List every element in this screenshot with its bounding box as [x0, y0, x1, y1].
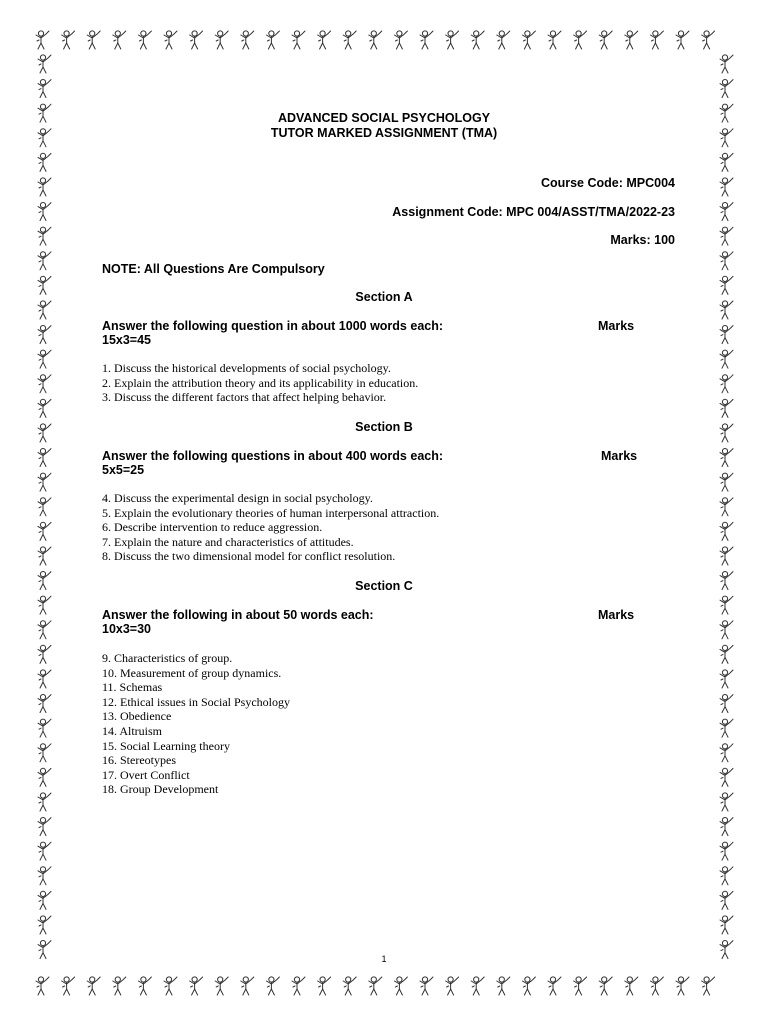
pointing-figure-icon — [36, 31, 49, 49]
pointing-figure-icon — [38, 522, 51, 540]
list-item: 17. Overt Conflict — [102, 767, 190, 782]
pointing-figure-icon — [720, 178, 733, 196]
pointing-figure-icon — [702, 977, 715, 995]
list-item: 4. Discuss the experimental design in social psychology. — [102, 491, 373, 505]
pointing-figure-icon — [215, 31, 228, 49]
pointing-figure-icon — [38, 498, 51, 516]
pointing-figure-icon — [38, 473, 51, 491]
pointing-figure-icon — [369, 977, 382, 995]
pointing-figure-icon — [87, 31, 100, 49]
pointing-figure-icon — [138, 31, 151, 49]
document-subtitle: TUTOR MARKED ASSIGNMENT (TMA) — [270, 126, 498, 140]
pointing-figure-icon — [471, 977, 484, 995]
pointing-figure-icon — [38, 547, 51, 565]
pointing-figure-icon — [38, 399, 51, 417]
pointing-figure-icon — [720, 744, 733, 762]
pointing-figure-icon — [720, 350, 733, 368]
pointing-figure-icon — [190, 31, 203, 49]
pointing-figure-icon — [446, 977, 459, 995]
pointing-figure-icon — [38, 350, 51, 368]
pointing-figure-icon — [87, 977, 100, 995]
pointing-figure-icon — [164, 977, 177, 995]
pointing-figure-icon — [720, 80, 733, 98]
pointing-figure-icon — [113, 31, 126, 49]
pointing-figure-icon — [369, 31, 382, 49]
pointing-figure-icon — [113, 977, 126, 995]
pointing-figure-icon — [394, 977, 407, 995]
list-item: 11. Schemas — [102, 680, 163, 695]
pointing-figure-icon — [599, 31, 612, 49]
pointing-figure-icon — [190, 977, 203, 995]
pointing-figure-icon — [720, 768, 733, 786]
pointing-figure-icon — [676, 31, 689, 49]
pointing-figure-icon — [720, 399, 733, 417]
pointing-figure-icon — [650, 31, 663, 49]
pointing-figure-icon — [38, 916, 51, 934]
pointing-figure-icon — [625, 977, 638, 995]
list-item: 6. Describe intervention to reduce aggression. — [102, 520, 323, 535]
section-a-instruction: Answer the following question in about 1000 words each: — [102, 319, 444, 333]
pointing-figure-icon — [720, 203, 733, 221]
pointing-figure-icon — [446, 31, 459, 49]
pointing-figure-icon — [720, 719, 733, 737]
list-item: 3. Discuss the different factors that affect helping behavior. — [102, 390, 387, 405]
pointing-figure-icon — [720, 449, 733, 467]
pointing-figure-icon — [676, 977, 689, 995]
pointing-figure-icon — [720, 891, 733, 909]
section-a-question-list — [102, 361, 418, 405]
pointing-figure-icon — [36, 977, 49, 995]
pointing-figure-icon — [38, 645, 51, 663]
pointing-figure-icon — [720, 227, 733, 245]
list-item: 7. Explain the nature and characteristics of attitudes. — [102, 534, 354, 549]
pointing-figure-icon — [720, 153, 733, 171]
pointing-figure-icon — [394, 31, 407, 49]
section-b-question-list — [102, 491, 439, 564]
pointing-figure-icon — [650, 977, 663, 995]
pointing-figure-icon — [720, 793, 733, 811]
document-title: ADVANCED SOCIAL PSYCHOLOGY — [277, 111, 491, 125]
pointing-figure-icon — [241, 31, 254, 49]
pointing-figure-icon — [548, 31, 561, 49]
pointing-figure-icon — [318, 977, 331, 995]
pointing-figure-icon — [599, 977, 612, 995]
section-b-marks-value: 5x5=25 — [102, 463, 145, 477]
list-item: 15. Social Learning theory — [102, 738, 230, 753]
pointing-figure-icon — [38, 744, 51, 762]
list-item: 5. Explain the evolutionary theories of human interpersonal attraction. — [102, 505, 440, 520]
pointing-figure-icon — [38, 621, 51, 639]
pointing-figure-icon — [548, 977, 561, 995]
section-c-marks-label: Marks — [598, 608, 635, 622]
pointing-figure-icon — [38, 768, 51, 786]
pointing-figure-icon — [720, 375, 733, 393]
pointing-figure-icon — [497, 31, 510, 49]
section-c-marks-value: 10x3=30 — [102, 622, 152, 636]
pointing-figure-icon — [720, 522, 733, 540]
pointing-figure-icon — [38, 326, 51, 344]
compulsory-note: NOTE: All Questions Are Compulsory — [102, 262, 325, 276]
pointing-figure-icon — [720, 818, 733, 836]
pointing-figure-icon — [720, 645, 733, 663]
list-item: 14. Altruism — [102, 723, 163, 738]
pointing-figure-icon — [720, 695, 733, 713]
pointing-figure-icon — [720, 326, 733, 344]
pointing-figure-icon — [38, 793, 51, 811]
pointing-figure-icon — [38, 153, 51, 171]
pointing-figure-icon — [38, 842, 51, 860]
pointing-figure-icon — [720, 916, 733, 934]
pointing-figure-icon — [38, 55, 51, 73]
pointing-figure-icon — [720, 547, 733, 565]
section-c-heading: Section C — [355, 579, 413, 593]
pointing-figure-icon — [720, 252, 733, 270]
pointing-figure-icon — [38, 227, 51, 245]
list-item: 9. Characteristics of group. — [102, 651, 233, 665]
course-code: Course Code: MPC004 — [540, 176, 675, 190]
section-a-marks-value: 15x3=45 — [102, 333, 152, 347]
pointing-figure-icon — [38, 867, 51, 885]
list-item: 10. Measurement of group dynamics. — [102, 665, 282, 680]
pointing-figure-icon — [292, 977, 305, 995]
pointing-figure-icon — [38, 80, 51, 98]
section-a-heading: Section A — [355, 290, 413, 304]
pointing-figure-icon — [720, 596, 733, 614]
pointing-figure-icon — [574, 977, 587, 995]
assignment-code: Assignment Code: MPC 004/ASST/TMA/2022-23 — [392, 205, 675, 219]
pointing-figure-icon — [720, 55, 733, 73]
pointing-figure-icon — [522, 977, 535, 995]
pointing-figure-icon — [215, 977, 228, 995]
pointing-figure-icon — [241, 977, 254, 995]
pointing-figure-icon — [574, 31, 587, 49]
pointing-figure-icon — [343, 977, 356, 995]
section-c-instruction: Answer the following in about 50 words each: — [102, 608, 374, 622]
pointing-figure-icon — [625, 31, 638, 49]
pointing-figure-icon — [138, 977, 151, 995]
list-item: 1. Discuss the historical developments of social psychology. — [102, 361, 391, 375]
list-item: 18. Group Development — [102, 782, 219, 797]
pointing-figure-icon — [420, 977, 433, 995]
pointing-figure-icon — [720, 670, 733, 688]
list-item: 2. Explain the attribution theory and its applicability in education. — [102, 375, 419, 390]
pointing-figure-icon — [164, 31, 177, 49]
pointing-figure-icon — [38, 375, 51, 393]
pointing-figure-icon — [38, 719, 51, 737]
pointing-figure-icon — [343, 31, 356, 49]
pointing-figure-icon — [266, 31, 279, 49]
section-b-heading: Section B — [355, 420, 413, 434]
section-c-question-list — [102, 651, 290, 797]
pointing-figure-icon — [266, 977, 279, 995]
pointing-figure-icon — [38, 203, 51, 221]
pointing-figure-icon — [720, 473, 733, 491]
pointing-figure-icon — [522, 31, 535, 49]
pointing-figure-icon — [318, 31, 331, 49]
pointing-figure-icon — [38, 891, 51, 909]
list-item: 13. Obedience — [102, 709, 172, 724]
list-item: 8. Discuss the two dimensional model for conflict resolution. — [102, 549, 396, 564]
pointing-figure-icon — [38, 252, 51, 270]
section-b-marks-label: Marks — [601, 449, 638, 463]
pointing-figure-icon — [38, 449, 51, 467]
pointing-figure-icon — [720, 842, 733, 860]
total-marks: Marks: 100 — [610, 233, 675, 247]
pointing-figure-icon — [38, 695, 51, 713]
page-number: 1 — [381, 954, 387, 964]
pointing-figure-icon — [38, 596, 51, 614]
pointing-figure-icon — [38, 818, 51, 836]
section-b-instruction: Answer the following questions in about 400 words each: — [102, 449, 444, 463]
pointing-figure-icon — [720, 621, 733, 639]
section-a-marks-label: Marks — [598, 319, 635, 333]
pointing-figure-icon — [720, 867, 733, 885]
pointing-figure-icon — [62, 977, 75, 995]
pointing-figure-icon — [471, 31, 484, 49]
pointing-figure-icon — [62, 31, 75, 49]
pointing-figure-icon — [38, 670, 51, 688]
pointing-figure-icon — [497, 977, 510, 995]
list-item: 16. Stereotypes — [102, 753, 176, 768]
pointing-figure-icon — [420, 31, 433, 49]
pointing-figure-icon — [38, 178, 51, 196]
pointing-figure-icon — [292, 31, 305, 49]
pointing-figure-icon — [702, 31, 715, 49]
pointing-figure-icon — [720, 498, 733, 516]
list-item: 12. Ethical issues in Social Psychology — [102, 694, 290, 709]
